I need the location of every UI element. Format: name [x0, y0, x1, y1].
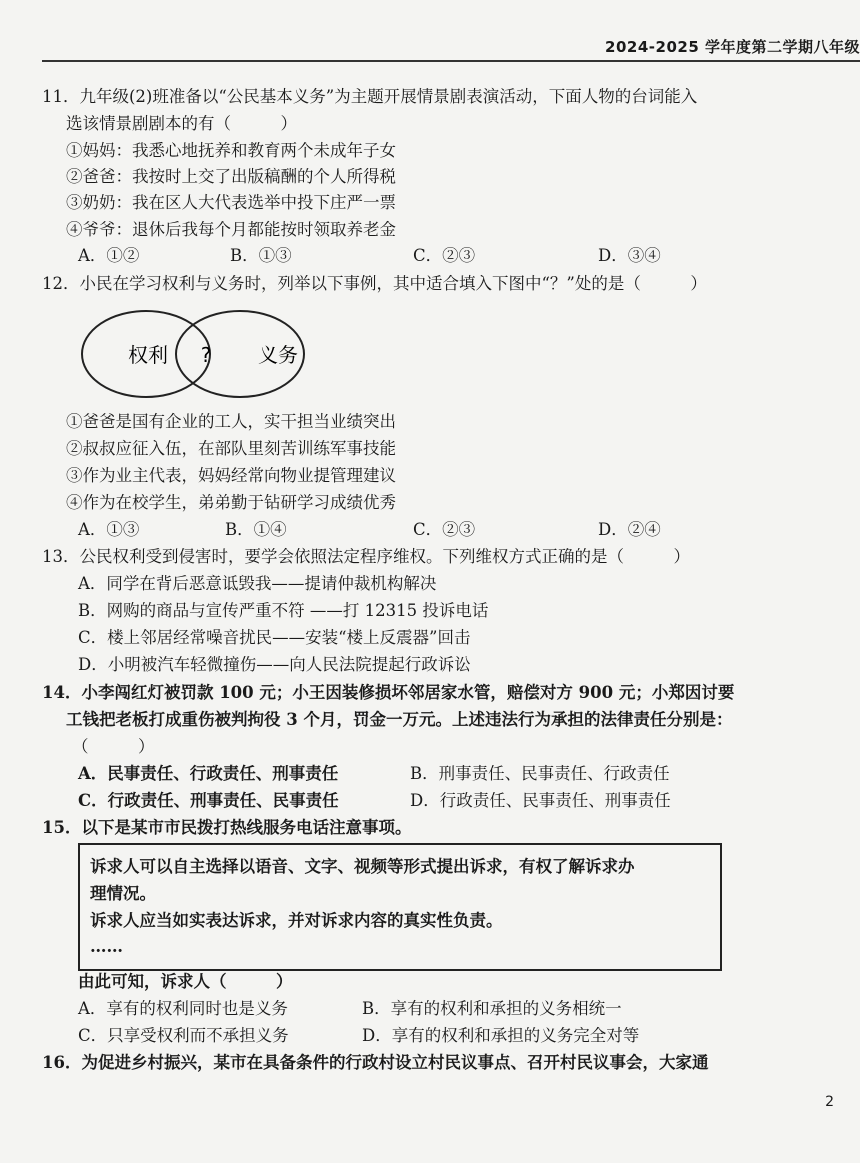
q13-stem: 13．公民权利受到侵害时，要学会依照法定程序维权。下列维权方式正确的是（ ）	[42, 547, 690, 566]
q12-stem: 12．小民在学习权利与义务时，列举以下事例，其中适合填入下图中“？”处的是（ ）	[42, 274, 707, 293]
q12-item-3: ③作为业主代表，妈妈经常向物业提管理建议	[66, 466, 396, 485]
q11-option-a: A．①②	[78, 246, 140, 265]
q16-stem: 16．为促进乡村振兴，某市在具备条件的行政村设立村民议事点、召开村民议事会，大家通	[42, 1053, 709, 1072]
q15-option-a: A．享有的权利同时也是义务	[78, 999, 288, 1018]
q11-option-b: B．①③	[230, 246, 292, 265]
q15-box-line4: ……	[90, 937, 123, 956]
q12-option-c: C．②③	[413, 520, 476, 539]
q15-box-line3: 诉求人应当如实表达诉求，并对诉求内容的真实性负责。	[90, 911, 503, 930]
q15-stem: 15．以下是某市市民拨打热线服务电话注意事项。	[42, 818, 412, 837]
q15-box-line2: 理情况。	[90, 884, 156, 903]
q12-option-a: A．①③	[78, 520, 140, 539]
q13-option-b: B．网购的商品与宣传严重不符 ——打 12315 投诉电话	[78, 601, 489, 620]
q13-option-c: C．楼上邻居经常噪音扰民——安装“楼上反震器”回击	[78, 628, 471, 647]
q13-option-d: D．小明被汽车轻微撞伤——向人民法院提起行政诉讼	[78, 655, 471, 674]
venn-diagram	[78, 306, 318, 402]
q14-option-b: B．刑事责任、民事责任、行政责任	[410, 764, 670, 783]
q11-option-d: D．③④	[598, 246, 661, 265]
q14-stem-line3: （ ）	[72, 737, 155, 756]
q12-item-4: ④作为在校学生，弟弟勤于钻研学习成绩优秀	[66, 493, 396, 512]
q11-item-4: ④爷爷：退休后我每个月都能按时领取养老金	[66, 220, 396, 239]
q12-option-d: D．②④	[598, 520, 661, 539]
q15-option-b: B．享有的权利和承担的义务相统一	[362, 999, 622, 1018]
header-rule	[42, 60, 860, 62]
q14-option-a: A．民事责任、行政责任、刑事责任	[78, 764, 339, 783]
q11-option-c: C．②③	[413, 246, 476, 265]
q12-item-1: ①爸爸是国有企业的工人，实干担当业绩突出	[66, 412, 396, 431]
q12-item-2: ②叔叔应征入伍，在部队里刻苦训练军事技能	[66, 439, 396, 458]
venn-right-label: 义务	[258, 343, 298, 367]
q14-stem-line2: 工钱把老板打成重伤被判拘役 3 个月，罚金一万元。上述违法行为承担的法律责任分别是：	[66, 710, 733, 729]
q11-stem-line1: 11．九年级(2)班准备以“公民基本义务”为主题开展情景剧表演活动，下面人物的台词能入	[42, 87, 698, 106]
venn-center-label: ?	[200, 343, 212, 367]
q15-option-c: C．只享受权利而不承担义务	[78, 1026, 289, 1045]
q11-item-1: ①妈妈：我悉心地抚养和教育两个未成年子女	[66, 141, 396, 160]
venn-left-label: 权利	[128, 343, 168, 367]
q12-option-b: B．①④	[225, 520, 287, 539]
q14-option-d: D．行政责任、民事责任、刑事责任	[410, 791, 671, 810]
q13-option-a: A．同学在背后恶意诋毁我——提请仲裁机构解决	[78, 574, 437, 593]
page-header: 2024-2025 学年度第二学期八年级	[605, 38, 860, 56]
q15-box-line1: 诉求人可以自主选择以语音、文字、视频等形式提出诉求，有权了解诉求办	[90, 857, 635, 876]
q11-item-3: ③奶奶：我在区人大代表选举中投下庄严一票	[66, 193, 396, 212]
q15-stem2: 由此可知，诉求人（ ）	[78, 972, 293, 991]
q15-option-d: D．享有的权利和承担的义务完全对等	[362, 1026, 640, 1045]
q11-stem-line2: 选该情景剧剧本的有（ ）	[66, 114, 297, 133]
page-number: 2	[825, 1094, 834, 1110]
q14-option-c: C．行政责任、刑事责任、民事责任	[78, 791, 339, 810]
q14-stem-line1: 14．小李闯红灯被罚款 100 元；小王因装修损坏邻居家水管，赔偿对方 900 元；小郑因讨要	[42, 683, 735, 702]
q11-item-2: ②爸爸：我按时上交了出版稿酬的个人所得税	[66, 167, 396, 186]
